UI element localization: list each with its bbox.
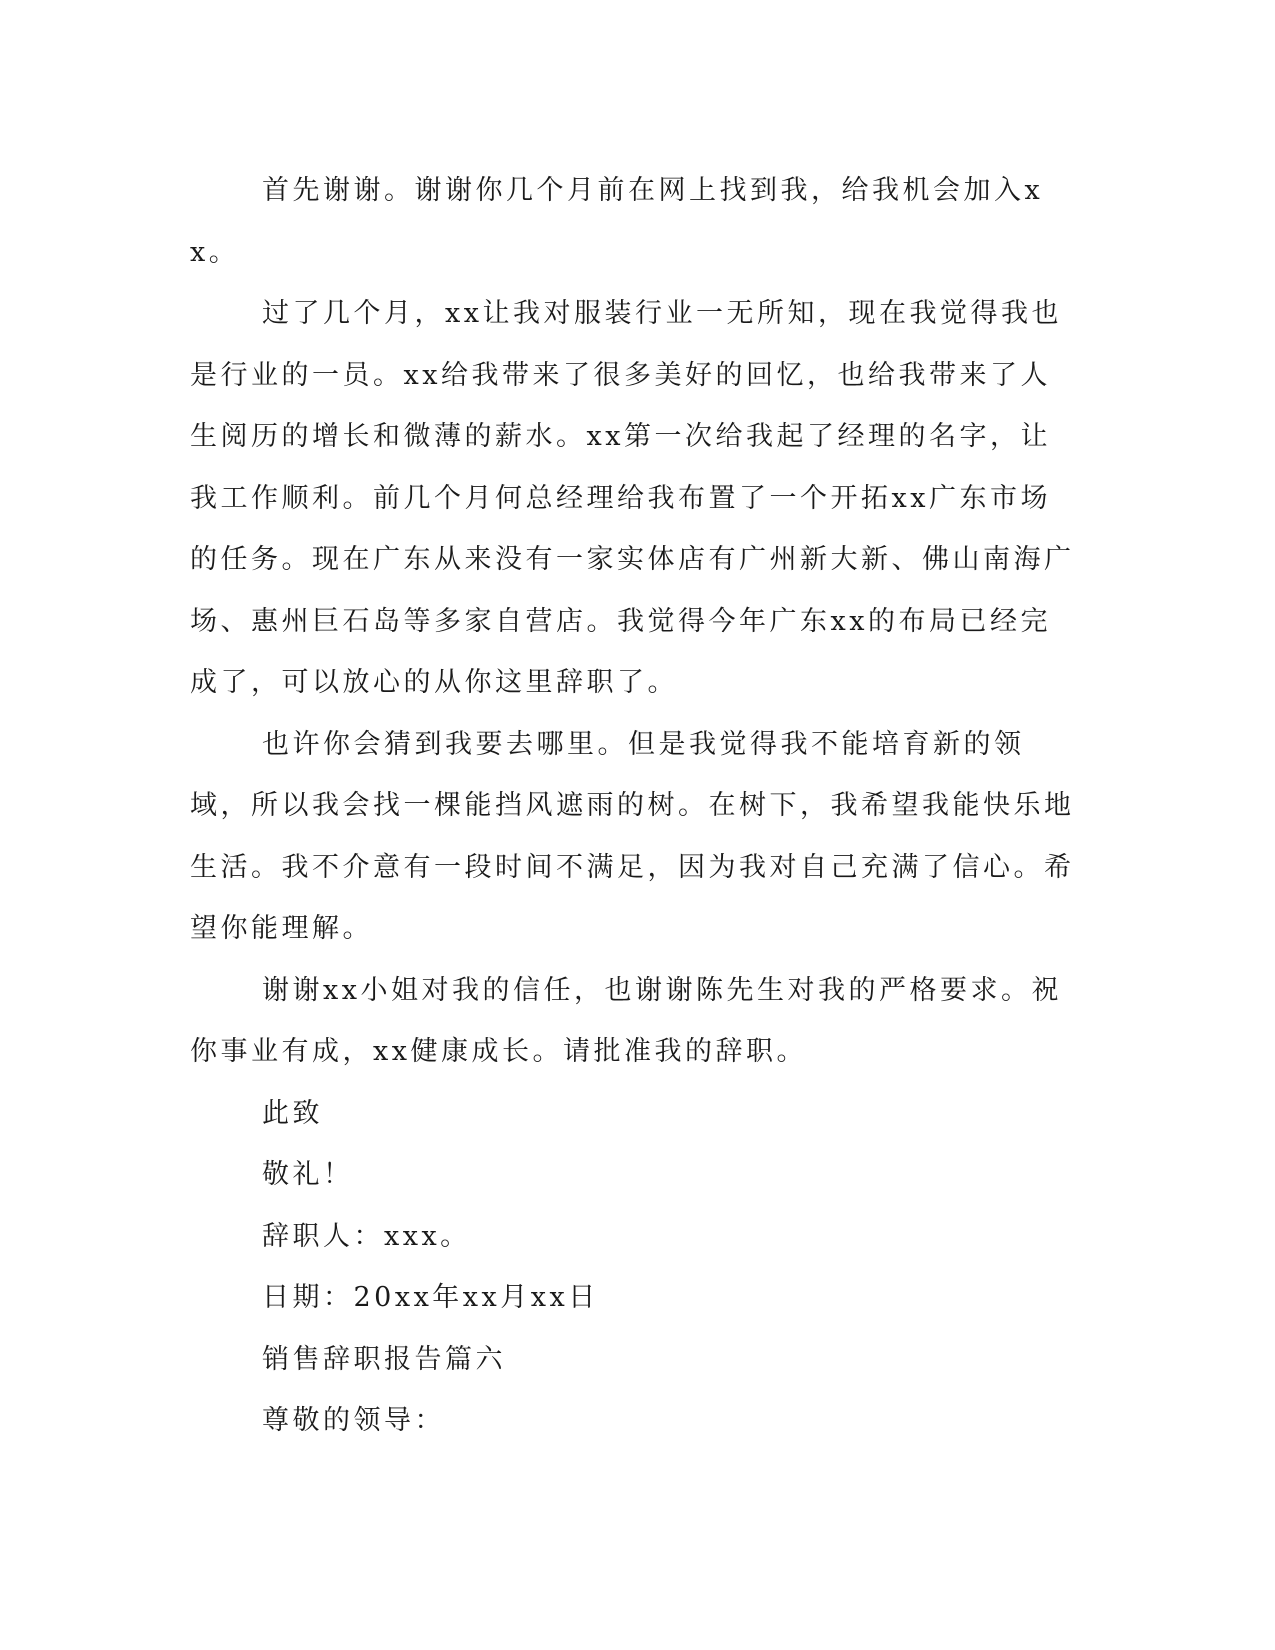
salute-line: 敬礼！ (262, 1159, 354, 1190)
section-title: 销售辞职报告篇六 (262, 1343, 506, 1375)
closing-line: 此致 (262, 1097, 323, 1129)
document-body (190, 160, 1080, 1452)
paragraph-gratitude: 谢谢xx小姐对我的信任，也谢谢陈先生对我的严格要求。祝你事业有成，xx健康成长。请批准我的辞职。 (190, 974, 1062, 1067)
paragraph-experience: 过了几个月，xx让我对服装行业一无所知，现在我觉得我也是行业的一员。xx给我带来了很多美好的回忆，也给我带来了人生阅历的增长和微薄的薪水。xx第一次给我起了经理的名字，让我工作顺利。前几个月何总经理给我布置了一个开拓xx广东市场的任务。现在广东从来没有一家实体店有广州新大新、佛山南海广场、惠州巨石岛等多家自营店。我觉得今年广东xx的布局已经完成了，可以放心的从你这里辞职了。 (190, 298, 1075, 698)
paragraph-future: 也许你会猜到我要去哪里。但是我觉得我不能培育新的领域，所以我会找一棵能挡风遮雨的树。在树下，我希望我能快乐地生活。我不介意有一段时间不满足，因为我对自己充满了信心。希望你能理解。 (190, 728, 1075, 944)
date-line: 日期：20xx年xx月xx日 (262, 1282, 599, 1313)
greeting-line: 尊敬的领导： (262, 1405, 445, 1436)
paragraph-thanks: 首先谢谢。谢谢你几个月前在网上找到我，给我机会加入xx。 (190, 175, 1044, 268)
signer-line: 辞职人：xxx。 (262, 1220, 471, 1252)
